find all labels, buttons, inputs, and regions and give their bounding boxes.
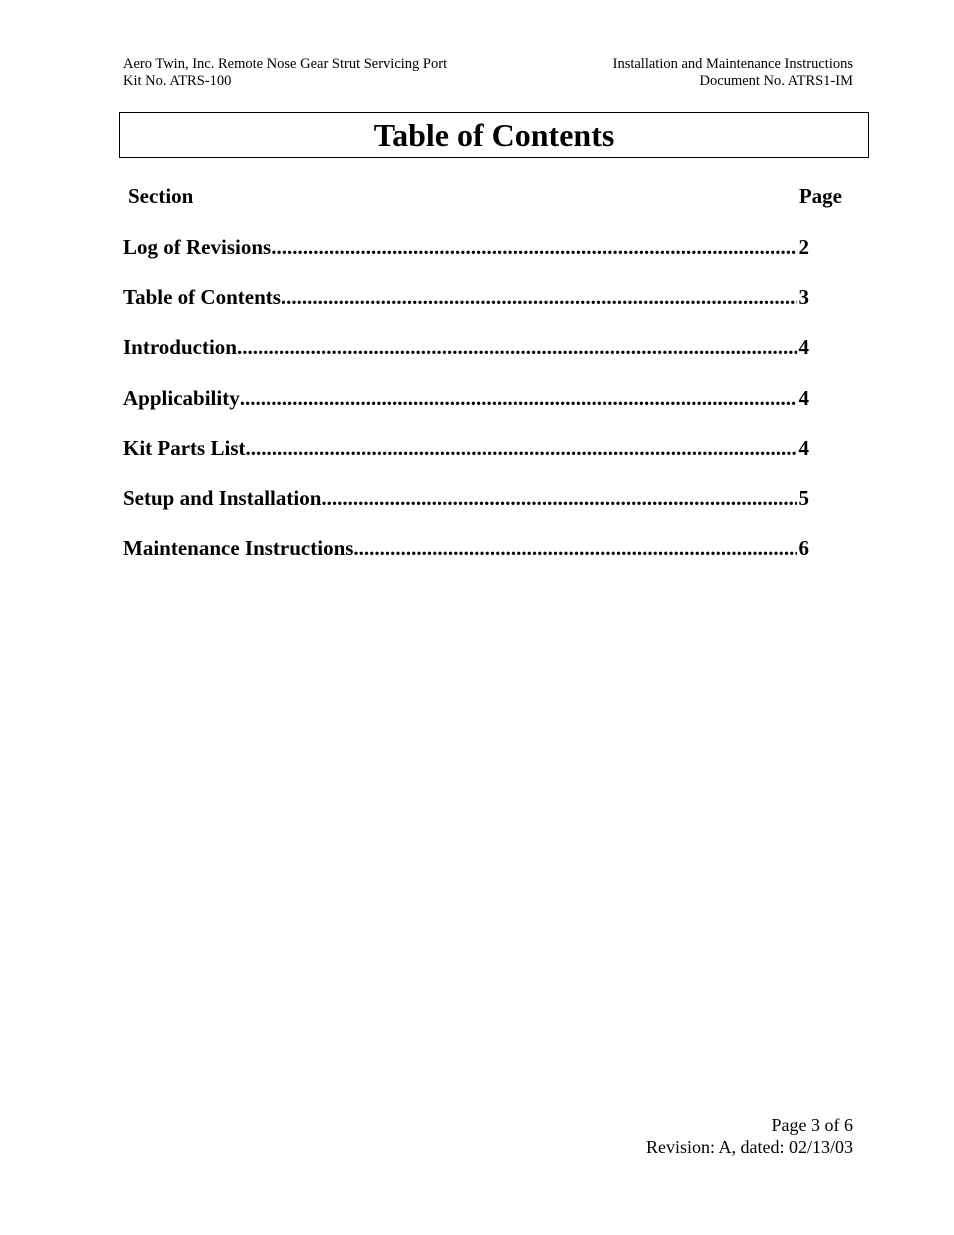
toc-dot-leader (237, 335, 797, 360)
page-footer (646, 1114, 853, 1158)
toc-entry-label: Setup and Installation (123, 485, 322, 510)
toc-list (123, 235, 809, 586)
header-doc-type-line: Installation and Maintenance Instructions (612, 56, 853, 72)
toc-entry-label: Introduction (123, 335, 237, 360)
toc-entry[interactable] (123, 285, 809, 335)
toc-entry-label: Table of Contents (123, 285, 281, 310)
toc-entry-label: Maintenance Instructions (123, 536, 354, 561)
toc-entry[interactable] (123, 335, 809, 385)
toc-entry-label: Log of Revisions (123, 235, 272, 259)
toc-dot-leader (353, 536, 796, 561)
toc-dot-leader (240, 386, 797, 411)
title-box (119, 112, 869, 158)
header-company-line: Aero Twin, Inc. Remote Nose Gear Strut Servicing Port (123, 56, 448, 72)
header-left (123, 56, 447, 90)
footer-revision: Revision: A, dated: 02/13/03 (646, 1137, 853, 1157)
toc-dot-leader (321, 486, 796, 511)
toc-entry-page: 4 (798, 385, 809, 410)
footer-page-number: Page 3 of 6 (771, 1115, 853, 1135)
toc-entry[interactable] (123, 486, 809, 536)
toc-entry-label: Applicability (123, 385, 240, 410)
page-column-header: Page (798, 184, 842, 208)
toc-entry[interactable] (123, 536, 809, 586)
toc-dot-leader (281, 285, 797, 310)
header-right (613, 56, 853, 90)
toc-entry-page: 4 (798, 335, 809, 360)
toc-entry-page: 6 (798, 536, 809, 561)
toc-entry[interactable] (123, 235, 809, 285)
toc-dot-leader (245, 436, 796, 461)
header-kit-line: Kit No. ATRS-100 (123, 73, 232, 89)
page-title: Table of Contents (373, 117, 615, 153)
toc-entry[interactable] (123, 386, 809, 436)
toc-entry-label: Kit Parts List (123, 435, 246, 460)
toc-entry-page: 4 (798, 435, 809, 460)
toc-entry-page: 2 (798, 235, 809, 259)
toc-entry-page: 5 (798, 485, 809, 510)
toc-entry-page: 3 (798, 285, 809, 310)
header-doc-number-line: Document No. ATRS1-IM (699, 73, 853, 89)
toc-entry[interactable] (123, 436, 809, 486)
toc-dot-leader (271, 235, 796, 260)
section-column-header: Section (128, 184, 194, 208)
